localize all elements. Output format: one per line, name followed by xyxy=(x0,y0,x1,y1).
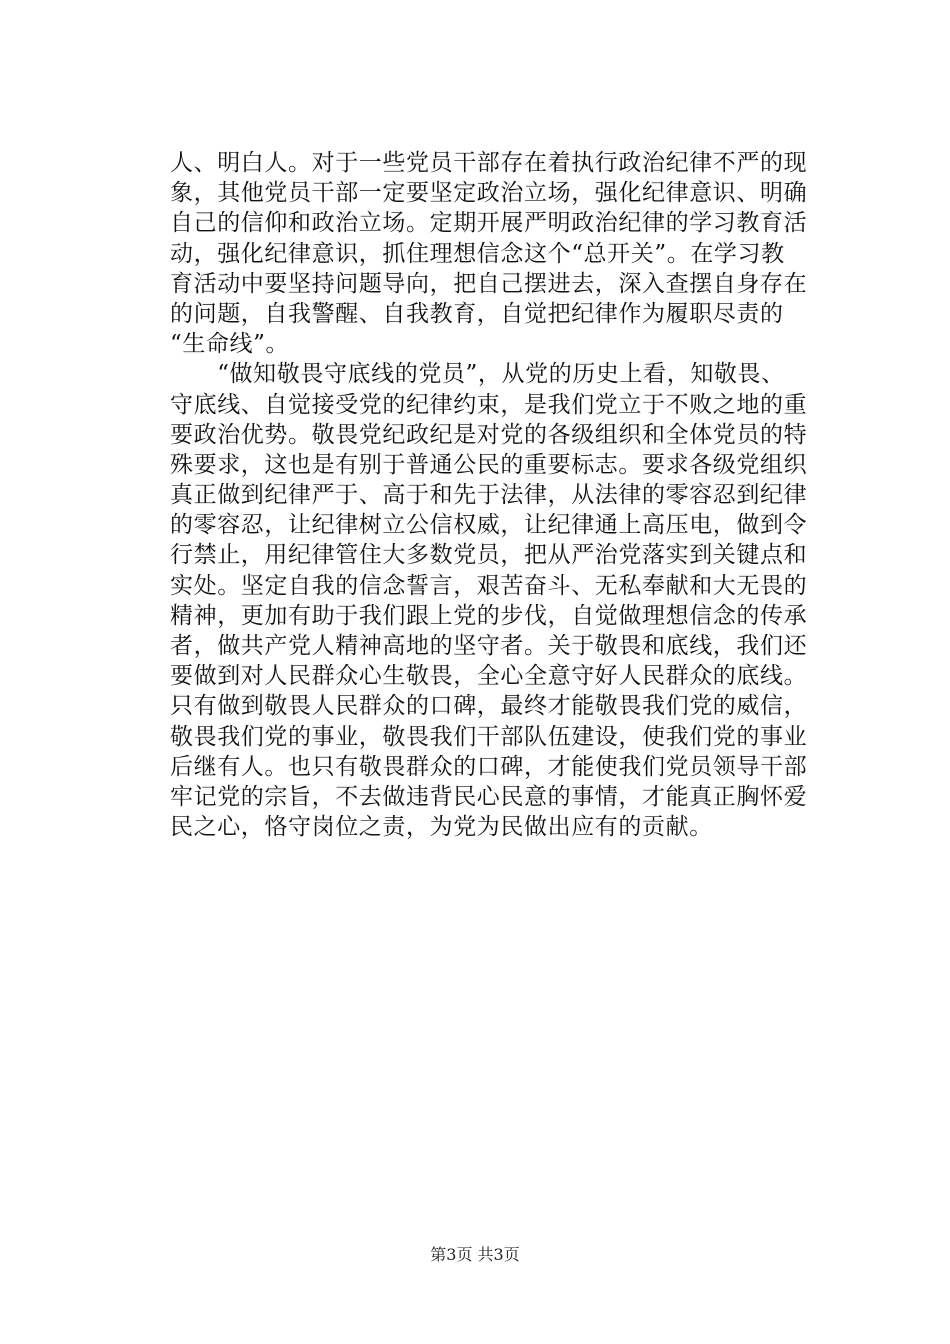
text-line: 的问题，自我警醒、自我教育，自觉把纪律作为履职尽责的 xyxy=(170,300,784,327)
text-line: 后继有人。也只有敬畏群众的口碑，才能使我们党员领导干部 xyxy=(170,753,808,780)
text-line: 精神，更加有助于我们跟上党的步伐，自觉做理想信念的传承 xyxy=(170,602,808,629)
text-line: 要做到对人民群众心生敬畏，全心全意守好人民群众的底线。 xyxy=(170,663,808,690)
text-line: 民之心，恪守岗位之责，为党为民做出应有的贡献。 xyxy=(170,814,713,841)
text-line: 自己的信仰和政治立场。定期开展严明政治纪律的学习教育活 xyxy=(170,210,808,237)
text-line: 象，其他党员干部一定要坚定政治立场，强化纪律意识、明确 xyxy=(170,180,808,207)
body-text xyxy=(170,148,840,842)
text-line: “做知敬畏守底线的党员”，从党的历史上看，知敬畏、 xyxy=(170,361,785,388)
text-line: 的零容忍，让纪律树立公信权威，让纪律通上高压电，做到令 xyxy=(170,512,808,539)
page-number-footer: 第3页 共3页 xyxy=(430,1245,520,1264)
text-line: 者，做共产党人精神高地的坚守者。关于敬畏和底线，我们还 xyxy=(170,633,808,659)
text-line: 育活动中要坚持问题导向，把自己摆进去，深入查摆自身存在 xyxy=(170,270,808,297)
text-line: 敬畏我们党的事业，敬畏我们干部队伍建设，使我们党的事业 xyxy=(170,723,808,750)
text-line: 殊要求，这也是有别于普通公民的重要标志。要求各级党组织 xyxy=(170,451,808,478)
text-line: 守底线、自觉接受党的纪律约束，是我们党立于不败之地的重 xyxy=(170,391,808,418)
text-line: 只有做到敬畏人民群众的口碑，最终才能敬畏我们党的威信， xyxy=(170,693,808,720)
text-line: 人、明白人。对于一些党员干部存在着执行政治纪律不严的现 xyxy=(170,150,808,176)
text-line: 牢记党的宗旨，不去做违背民心民意的事情，才能真正胸怀爱 xyxy=(170,783,808,810)
text-line: 真正做到纪律严于、高于和先于法律，从法律的零容忍到纪律 xyxy=(170,482,808,509)
text-line: 要政治优势。敬畏党纪政纪是对党的各级组织和全体党员的特 xyxy=(170,421,808,448)
text-line: 实处。坚定自我的信念誓言，艰苦奋斗、无私奉献和大无畏的 xyxy=(170,572,808,599)
text-line: 动，强化纪律意识，抓住理想信念这个“总开关”。在学习教 xyxy=(170,240,785,267)
text-line: 行禁止，用纪律管住大多数党员，把从严治党落实到关键点和 xyxy=(170,542,808,569)
text-line: “生命线”。 xyxy=(170,331,290,358)
